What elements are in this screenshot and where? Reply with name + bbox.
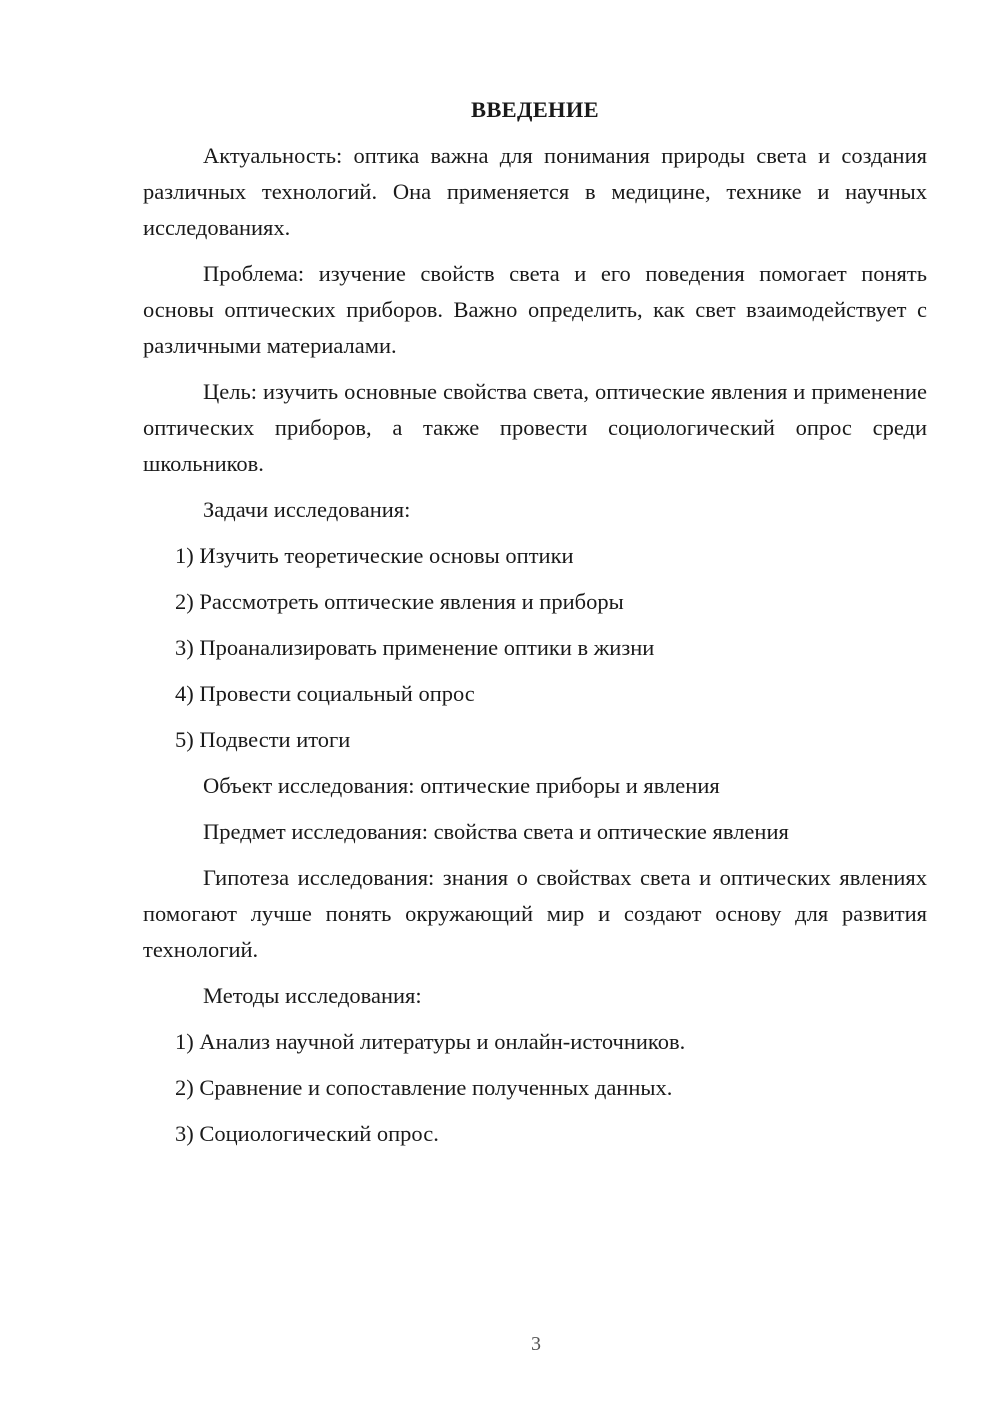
subject-line: Предмет исследования: свойства света и оптические явления <box>203 819 789 844</box>
section-heading: ВВЕДЕНИЕ <box>471 97 599 122</box>
tasks-label: Задачи исследования: <box>203 497 411 522</box>
goal-paragraph: Цель: изучить основные свойства света, оптические явления и применение оптических приборов, а также провести социологический опрос среди школьников. <box>143 379 927 476</box>
method-item: 1) Анализ научной литературы и онлайн-источников. <box>175 1029 686 1054</box>
task-item: 3) Проанализировать применение оптики в жизни <box>175 635 655 660</box>
task-item: 4) Провести социальный опрос <box>175 681 475 706</box>
task-item: 1) Изучить теоретические основы оптики <box>175 543 574 568</box>
methods-label: Методы исследования: <box>203 983 422 1008</box>
task-item: 2) Рассмотреть оптические явления и приборы <box>175 589 624 614</box>
problem-paragraph: Проблема: изучение свойств света и его поведения помогает понять основы оптических приборов. Важно определить, как свет взаимодействует с различными материалами. <box>143 261 927 358</box>
tasks-list <box>143 538 927 758</box>
methods-list <box>143 1024 927 1152</box>
relevance-paragraph: Актуальность: оптика важна для понимания природы света и создания различных технологий. Она применяется в медицине, технике и научных исследованиях. <box>143 143 927 240</box>
task-item: 5) Подвести итоги <box>175 727 351 752</box>
document-page <box>143 92 927 1162</box>
method-item: 2) Сравнение и сопоставление полученных данных. <box>175 1075 673 1100</box>
method-item: 3) Социологический опрос. <box>175 1121 439 1146</box>
page-number: 3 <box>531 1333 541 1355</box>
hypothesis-paragraph: Гипотеза исследования: знания о свойствах света и оптических явлениях помогают лучше понять окружающий мир и создают основу для развития технологий. <box>143 865 927 962</box>
object-line: Объект исследования: оптические приборы и явления <box>203 773 720 798</box>
